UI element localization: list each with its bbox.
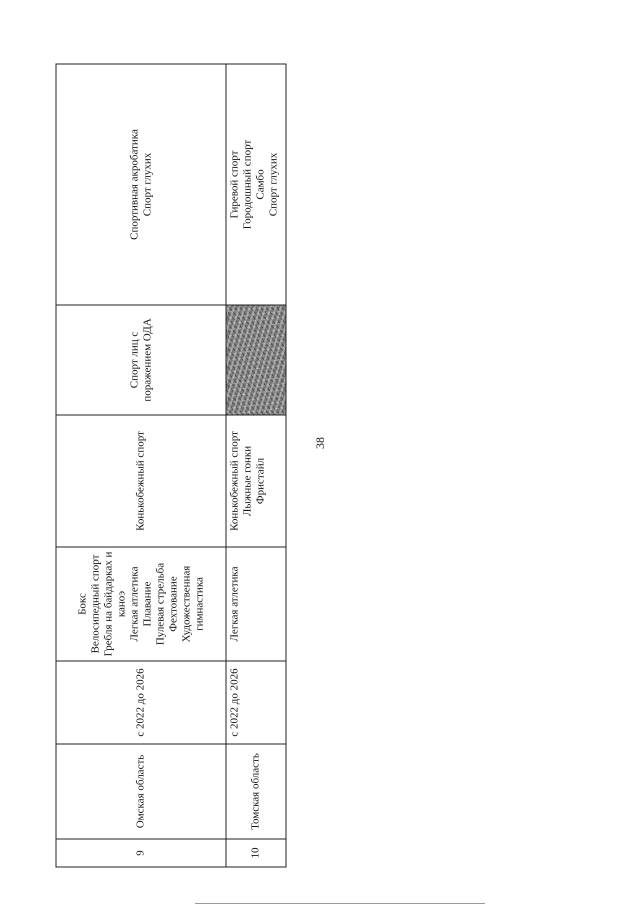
sport-list — [128, 68, 154, 302]
sport-item: Легкая атлетика — [228, 566, 241, 642]
row-number: 9 — [56, 839, 226, 867]
sport-list — [76, 551, 206, 658]
sport-item: Лыжные гонки — [241, 445, 254, 517]
sport-list — [229, 551, 242, 658]
sport-list — [229, 419, 268, 544]
scan-edge-line — [195, 903, 485, 904]
sport-item: Спорт лиц с поражением ОДА — [128, 318, 153, 402]
sport-item: Бокс — [76, 593, 88, 615]
page-number: 38 — [313, 437, 327, 449]
summer-sports-cell — [56, 547, 226, 661]
sport-item: Конькобежный спорт — [228, 431, 241, 531]
sport-item: Художественная гимнастика — [180, 565, 205, 643]
sport-list — [135, 419, 148, 544]
sport-list — [128, 309, 154, 412]
sport-item: Пулевая стрельба — [154, 562, 166, 646]
row-number: 10 — [226, 839, 286, 867]
sports-table-wrapper — [75, 44, 280, 859]
other-sports-cell — [226, 64, 286, 305]
sport-item: Плавание — [141, 581, 153, 627]
redacted-cell — [226, 305, 286, 415]
winter-sports-cell — [226, 415, 286, 547]
sport-item: Городошный спорт — [241, 139, 254, 230]
period-cell: с 2022 до 2026 — [56, 661, 226, 744]
sport-item: Спортивная акробатика — [128, 129, 140, 240]
region-cell: Томская область — [226, 744, 286, 839]
sport-list — [229, 68, 281, 302]
sport-item: Гребля на байдарках и каноэ — [102, 551, 127, 657]
table-row — [56, 64, 226, 867]
table-row — [226, 64, 286, 867]
sport-item: Легкая атлетика — [128, 566, 140, 642]
region-cell: Омская область — [56, 744, 226, 839]
sport-item: Спорт глухих — [267, 152, 280, 217]
ada-sports-cell — [56, 305, 226, 415]
sport-item: Спорт глухих — [141, 152, 153, 217]
period-cell: с 2022 до 2026 — [226, 661, 286, 744]
sport-item: Гиревой спорт — [228, 150, 241, 219]
sport-item: Фристайл — [254, 457, 267, 505]
sports-table — [56, 64, 287, 868]
sport-item: Фехтование — [167, 576, 179, 632]
winter-sports-cell — [56, 415, 226, 547]
sport-item: Самбо — [254, 169, 267, 200]
other-sports-cell — [56, 64, 226, 305]
sport-item: Конькобежный спорт — [134, 431, 147, 531]
sport-item: Велосипедный спорт — [89, 554, 101, 654]
summer-sports-cell — [226, 547, 286, 661]
